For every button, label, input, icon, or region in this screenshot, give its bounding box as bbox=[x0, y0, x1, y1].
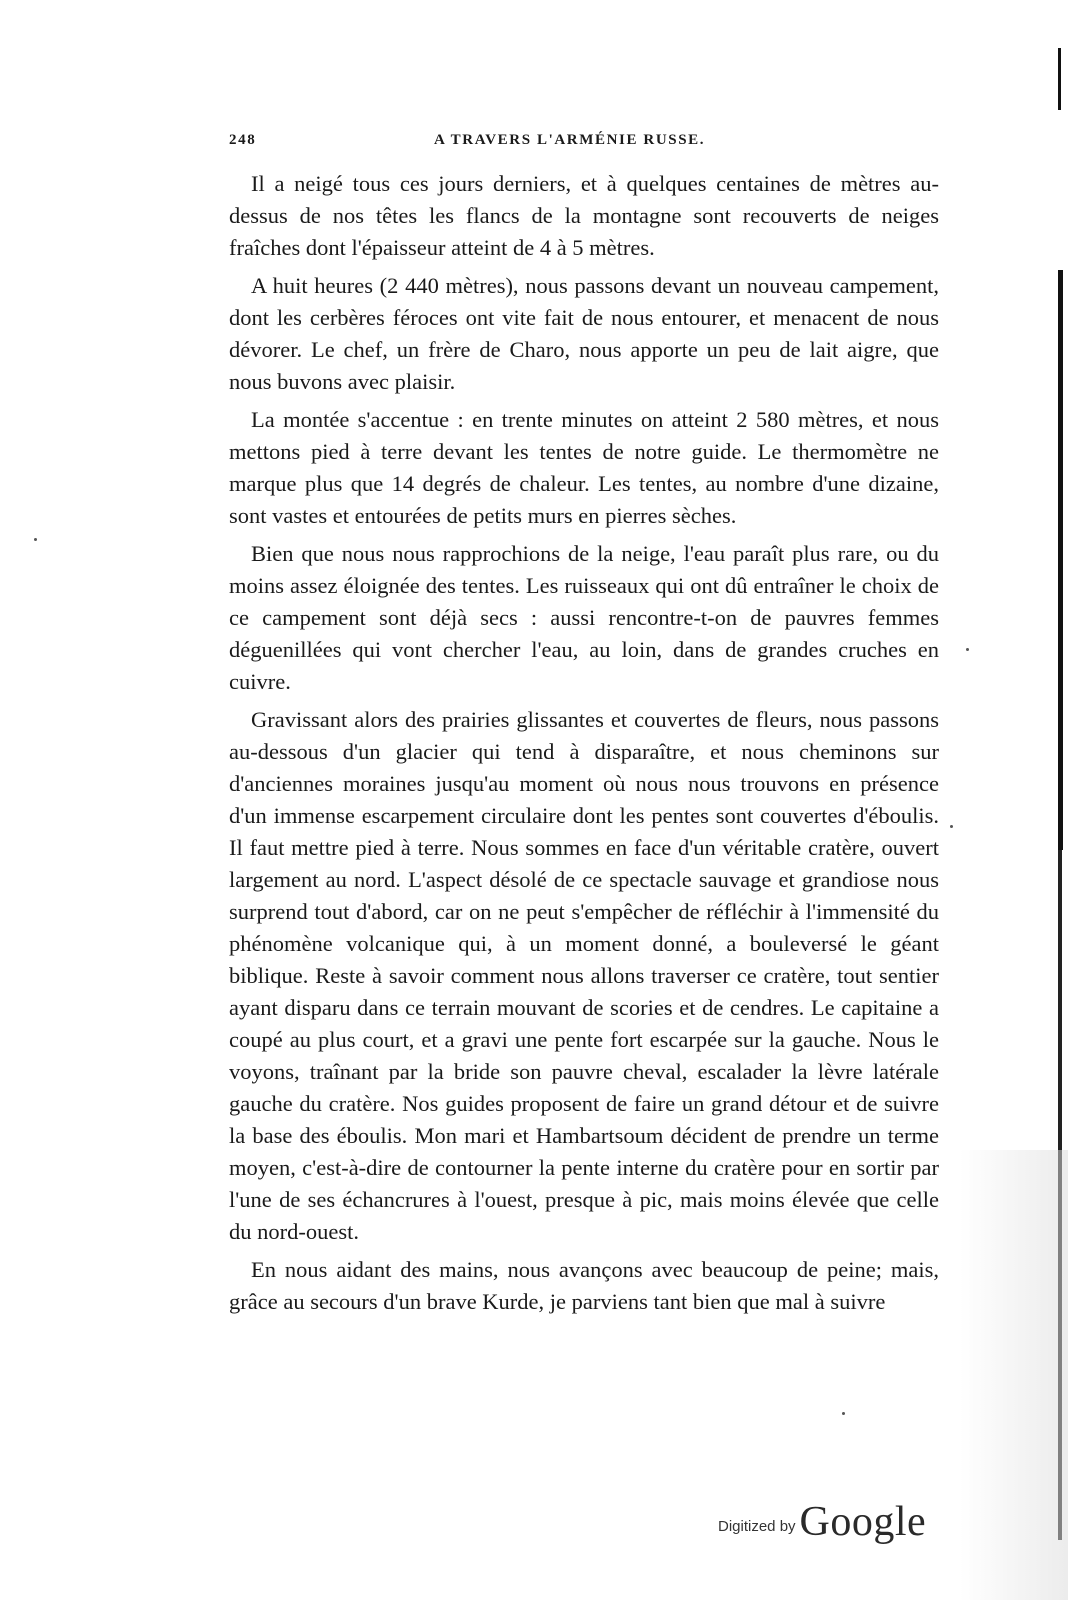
scan-speck bbox=[950, 825, 953, 828]
google-logo: Google bbox=[799, 1499, 927, 1545]
binding-edge-mark bbox=[1058, 520, 1063, 850]
running-title: A TRAVERS L'ARMÉNIE RUSSE. bbox=[434, 132, 706, 148]
running-header bbox=[229, 132, 729, 154]
paragraph: La montée s'accentue : en trente minutes on atteint 2 580 mètres, et nous mettons pied à terre devant les tentes de notre guide. Le thermomètre ne marque plus que 14 degrés de chaleur. Les tentes, au nombre d'une dizaine, sont vastes et entourées de petits murs en pierres sèches. bbox=[229, 407, 939, 528]
scan-speck bbox=[842, 1412, 845, 1415]
digitized-by-google-watermark bbox=[718, 1498, 926, 1546]
page-number: 248 bbox=[229, 132, 257, 148]
watermark-prefix: Digitized by bbox=[718, 1518, 796, 1535]
paragraph: En nous aidant des mains, nous avançons avec beaucoup de peine; mais, grâce au secours d'un brave Kurde, je parviens tant bien que mal à suivre bbox=[229, 1257, 939, 1314]
paragraph: A huit heures (2 440 mètres), nous passons devant un nouveau campement, dont les cerbères féroces ont vite fait de nous entourer, et menacent de nous dévorer. Le chef, un frère de Charo, nous apporte un peu de lait aigre, que nous buvons avec plaisir. bbox=[229, 273, 939, 394]
paragraph: Gravissant alors des prairies glissantes et couvertes de fleurs, nous passons au-dessous d'un glacier qui tend à disparaître, et nous cheminons sur d'anciennes moraines jusqu'au moment où nous nous trouvons en présence d'un immense escarpement circulaire dont les pentes sont couvertes d'éboulis. Il faut mettre pied à terre. Nous sommes en face d'un véritable cratère, ouvert largement au nord. L'aspect désolé de ce spectacle sauvage et grandiose nous surprend tout d'abord, car on ne peut s'empêcher de réfléchir à l'immensité du phénomène volcanique qui, à un moment donné, a bouleversé le géant biblique. Reste à savoir comment nous allons traverser ce cratère, tout sentier ayant disparu dans ce terrain mouvant de scories et de cendres. Le capitaine a coupé au plus court, et a gravi une pente fort escarpée sur la gauche. Nous le voyons, traînant par la bride son pauvre cheval, escalader la lèvre latérale gauche du cratère. Nos guides proposent de faire un grand détour et de suivre la base des éboulis. Mon mari et Hambartsoum décident de prendre un terme moyen, c'est-à-dire de contourner la pente interne du cratère pour en sortir par l'une de ses échancrures à l'ouest, presque à pic, mais moins élevée que celle du nord-ouest. bbox=[229, 707, 939, 1244]
scan-shadow bbox=[960, 1150, 1068, 1600]
paragraph: Bien que nous nous rapprochions de la neige, l'eau paraît plus rare, ou du moins assez éloignée des tentes. Les ruisseaux qui ont dû entraîner le choix de ce campement sont déjà secs : aussi rencontre-t-on de pauvres femmes déguenillées qui vont chercher l'eau, au loin, dans de grandes cruches en cuivre. bbox=[229, 541, 939, 694]
scan-speck bbox=[966, 648, 969, 651]
binding-edge-mark bbox=[1058, 270, 1063, 520]
binding-edge-mark bbox=[1058, 48, 1061, 110]
body-text bbox=[229, 168, 939, 1324]
scan-speck bbox=[34, 538, 37, 541]
paragraph: Il a neigé tous ces jours derniers, et à quelques centaines de mètres au-dessus de nos têtes les flancs de la montagne sont recouverts de neiges fraîches dont l'épaisseur atteint de 4 à 5 mètres. bbox=[229, 171, 939, 260]
